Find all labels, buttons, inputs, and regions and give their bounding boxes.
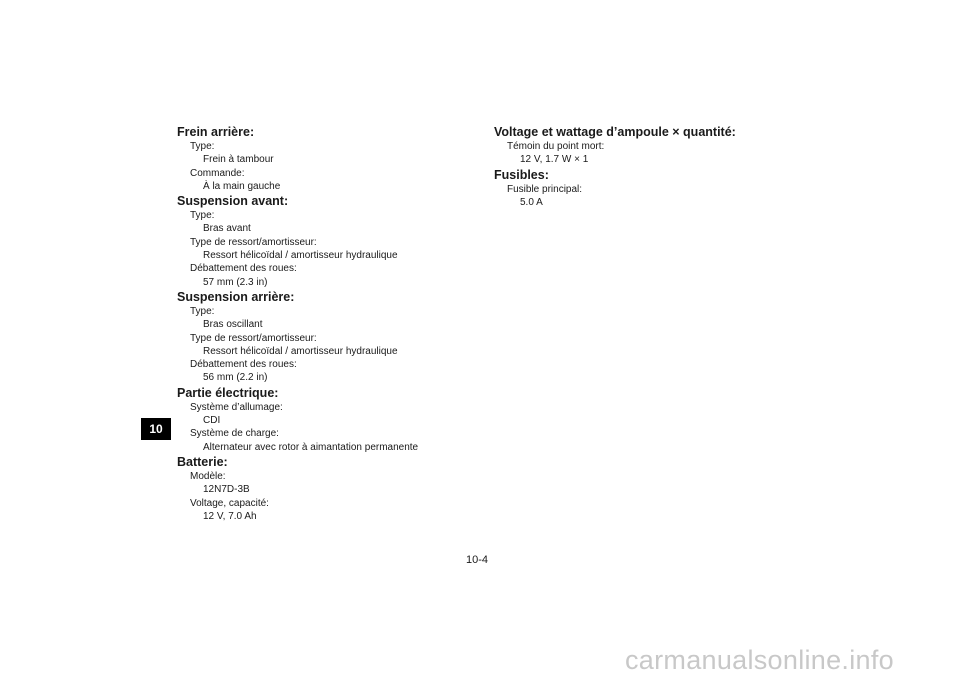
spec-label: Témoin du point mort: bbox=[507, 141, 605, 152]
left-column bbox=[177, 124, 467, 523]
spec-label: Débattement des roues: bbox=[190, 263, 297, 275]
section-bulb-wattage bbox=[494, 124, 794, 167]
spec-value: 12 V, 1.7 W × 1 bbox=[520, 154, 589, 166]
right-column bbox=[494, 124, 794, 209]
section-title: Frein arrière: bbox=[177, 125, 255, 139]
spec-label: Type: bbox=[190, 305, 215, 317]
section-title: Batterie: bbox=[177, 454, 228, 469]
watermark: carmanualsonline.info bbox=[625, 645, 894, 675]
spec-label: Type de ressort/amortisseur: bbox=[190, 236, 317, 248]
spec-label: Modèle: bbox=[190, 470, 226, 482]
spec-value: Alternateur avec rotor à aimantation permanente bbox=[203, 441, 419, 453]
spec-label: Système de charge: bbox=[190, 428, 279, 440]
section-title: Partie électrique: bbox=[177, 385, 279, 400]
section-title: Suspension avant: bbox=[177, 194, 289, 209]
spec-value: Ressort hélicoïdal / amortisseur hydraulique bbox=[203, 345, 398, 357]
spec-value: CDI bbox=[203, 415, 221, 427]
spec-value: Bras oscillant bbox=[203, 319, 263, 331]
section-title: Voltage et wattage d’ampoule × quantité: bbox=[494, 125, 736, 139]
section-title: Fusibles: bbox=[494, 167, 549, 182]
spec-value: 56 mm (2.2 in) bbox=[203, 372, 268, 384]
section-front-suspension bbox=[177, 193, 467, 289]
spec-label: Système d’allumage: bbox=[190, 401, 283, 413]
spec-label: Type: bbox=[190, 210, 215, 222]
spec-label: Type de ressort/amortisseur: bbox=[190, 332, 317, 344]
section-rear-suspension bbox=[177, 289, 467, 385]
chapter-tab: 10 bbox=[141, 418, 171, 440]
spec-value: Frein à tambour bbox=[203, 154, 274, 166]
spec-value: 12 V, 7.0 Ah bbox=[203, 510, 257, 522]
spec-value: 12N7D-3B bbox=[203, 484, 250, 496]
spec-label: Voltage, capacité: bbox=[190, 497, 269, 509]
spec-value: 5.0 A bbox=[520, 196, 543, 208]
spec-label: Type: bbox=[190, 141, 215, 152]
spec-label: Débattement des roues: bbox=[190, 359, 297, 371]
spec-value: 57 mm (2.3 in) bbox=[203, 276, 268, 288]
spec-value: Bras avant bbox=[203, 223, 251, 235]
section-rear-brake bbox=[177, 124, 467, 193]
section-battery bbox=[177, 454, 467, 523]
spec-value: Ressort hélicoïdal / amortisseur hydraulique bbox=[203, 250, 398, 262]
spec-value: À la main gauche bbox=[203, 180, 281, 192]
spec-label: Commande: bbox=[190, 167, 245, 179]
section-title: Suspension arrière: bbox=[177, 289, 295, 304]
section-fuses bbox=[494, 167, 794, 210]
section-electrical bbox=[177, 385, 467, 454]
spec-label: Fusible principal: bbox=[507, 183, 583, 195]
page-number: 10-4 bbox=[465, 554, 489, 566]
